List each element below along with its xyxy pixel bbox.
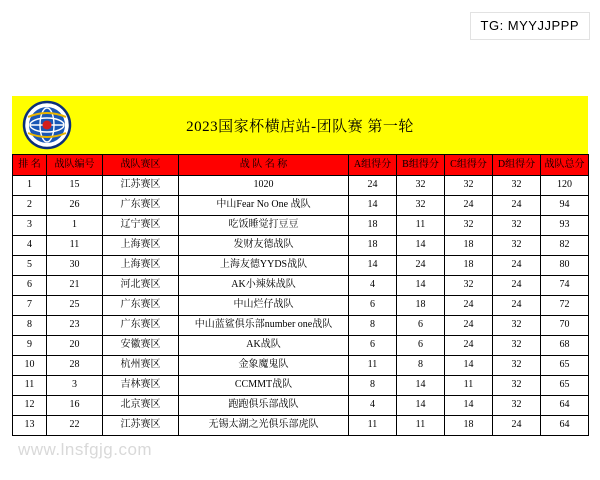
cell-team-name: AK战队 bbox=[179, 336, 349, 356]
cell-team-number: 23 bbox=[47, 316, 103, 336]
cell-total: 82 bbox=[541, 236, 589, 256]
cell-team-name: 吃饭睡觉打豆豆 bbox=[179, 216, 349, 236]
cell-team-number: 30 bbox=[47, 256, 103, 276]
col-group-b: B组得分 bbox=[397, 155, 445, 176]
cell-group-c: 18 bbox=[445, 236, 493, 256]
cell-group-b: 14 bbox=[397, 276, 445, 296]
cell-team-number: 22 bbox=[47, 416, 103, 436]
table-row bbox=[13, 356, 589, 376]
cell-zone: 杭州赛区 bbox=[103, 356, 179, 376]
cell-zone: 北京赛区 bbox=[103, 396, 179, 416]
col-group-d: D组得分 bbox=[493, 155, 541, 176]
cell-total: 93 bbox=[541, 216, 589, 236]
cell-team-number: 3 bbox=[47, 376, 103, 396]
col-rank: 排 名 bbox=[13, 155, 47, 176]
cell-team-number: 26 bbox=[47, 196, 103, 216]
cell-group-a: 8 bbox=[349, 376, 397, 396]
cell-team-number: 21 bbox=[47, 276, 103, 296]
cell-rank: 13 bbox=[13, 416, 47, 436]
cell-group-b: 14 bbox=[397, 376, 445, 396]
cell-group-a: 4 bbox=[349, 396, 397, 416]
cell-rank: 4 bbox=[13, 236, 47, 256]
standings-body bbox=[13, 176, 589, 436]
cell-group-b: 6 bbox=[397, 336, 445, 356]
table-header-row bbox=[13, 155, 589, 176]
cell-group-a: 14 bbox=[349, 256, 397, 276]
cell-group-c: 24 bbox=[445, 196, 493, 216]
cell-zone: 河北赛区 bbox=[103, 276, 179, 296]
table-row bbox=[13, 416, 589, 436]
cell-group-d: 32 bbox=[493, 236, 541, 256]
cell-group-d: 32 bbox=[493, 216, 541, 236]
table-row bbox=[13, 276, 589, 296]
sheet-title: 2023国家杯横店站-团队赛 第一轮 bbox=[186, 118, 414, 135]
cell-group-a: 11 bbox=[349, 416, 397, 436]
cell-group-d: 32 bbox=[493, 396, 541, 416]
cell-total: 64 bbox=[541, 396, 589, 416]
col-group-a: A组得分 bbox=[349, 155, 397, 176]
cell-rank: 6 bbox=[13, 276, 47, 296]
cell-group-c: 32 bbox=[445, 276, 493, 296]
cell-group-d: 24 bbox=[493, 276, 541, 296]
cell-group-c: 24 bbox=[445, 316, 493, 336]
cell-group-c: 14 bbox=[445, 356, 493, 376]
table-row bbox=[13, 216, 589, 236]
cell-total: 65 bbox=[541, 376, 589, 396]
cell-group-d: 32 bbox=[493, 336, 541, 356]
cell-zone: 江苏赛区 bbox=[103, 176, 179, 196]
cell-group-b: 18 bbox=[397, 296, 445, 316]
cell-total: 120 bbox=[541, 176, 589, 196]
cell-group-d: 32 bbox=[493, 316, 541, 336]
cell-zone: 安徽赛区 bbox=[103, 336, 179, 356]
cell-team-number: 28 bbox=[47, 356, 103, 376]
table-row bbox=[13, 236, 589, 256]
cell-total: 72 bbox=[541, 296, 589, 316]
cell-team-name: 中山烂仔战队 bbox=[179, 296, 349, 316]
cell-group-a: 24 bbox=[349, 176, 397, 196]
table-row bbox=[13, 316, 589, 336]
cell-group-a: 14 bbox=[349, 196, 397, 216]
cell-group-a: 6 bbox=[349, 296, 397, 316]
cell-group-d: 32 bbox=[493, 176, 541, 196]
cell-team-name: 中山蓝鲨俱乐部number one战队 bbox=[179, 316, 349, 336]
cell-group-b: 32 bbox=[397, 196, 445, 216]
cell-group-b: 24 bbox=[397, 256, 445, 276]
cell-total: 94 bbox=[541, 196, 589, 216]
cell-group-a: 8 bbox=[349, 316, 397, 336]
cell-group-b: 32 bbox=[397, 176, 445, 196]
col-zone: 战队赛区 bbox=[103, 155, 179, 176]
cell-group-a: 18 bbox=[349, 216, 397, 236]
cell-team-number: 16 bbox=[47, 396, 103, 416]
cell-total: 65 bbox=[541, 356, 589, 376]
cell-team-name: 金象魔鬼队 bbox=[179, 356, 349, 376]
table-row bbox=[13, 396, 589, 416]
cell-team-name: 无锡太湖之光俱乐部虎队 bbox=[179, 416, 349, 436]
cell-group-b: 11 bbox=[397, 216, 445, 236]
col-team-number: 战队编号 bbox=[47, 155, 103, 176]
cell-zone: 辽宁赛区 bbox=[103, 216, 179, 236]
cell-rank: 3 bbox=[13, 216, 47, 236]
cell-zone: 广东赛区 bbox=[103, 196, 179, 216]
cell-rank: 7 bbox=[13, 296, 47, 316]
cell-rank: 10 bbox=[13, 356, 47, 376]
federation-emblem-icon bbox=[22, 100, 72, 150]
table-row bbox=[13, 336, 589, 356]
cell-group-c: 18 bbox=[445, 416, 493, 436]
cell-team-name: 中山Fear No One 战队 bbox=[179, 196, 349, 216]
cell-group-a: 18 bbox=[349, 236, 397, 256]
cell-group-b: 14 bbox=[397, 396, 445, 416]
cell-group-c: 11 bbox=[445, 376, 493, 396]
cell-group-b: 6 bbox=[397, 316, 445, 336]
cell-total: 80 bbox=[541, 256, 589, 276]
standings-sheet bbox=[12, 96, 588, 436]
cell-group-b: 8 bbox=[397, 356, 445, 376]
cell-total: 64 bbox=[541, 416, 589, 436]
cell-rank: 11 bbox=[13, 376, 47, 396]
cell-rank: 2 bbox=[13, 196, 47, 216]
table-row bbox=[13, 376, 589, 396]
tg-watermark-badge: TG: MYYJJPPP bbox=[470, 12, 590, 40]
cell-group-d: 24 bbox=[493, 416, 541, 436]
cell-group-c: 14 bbox=[445, 396, 493, 416]
table-row bbox=[13, 296, 589, 316]
standings-table bbox=[12, 154, 589, 436]
cell-team-number: 11 bbox=[47, 236, 103, 256]
cell-team-name: AK小辣妹战队 bbox=[179, 276, 349, 296]
cell-rank: 8 bbox=[13, 316, 47, 336]
cell-rank: 5 bbox=[13, 256, 47, 276]
cell-zone: 上海赛区 bbox=[103, 256, 179, 276]
cell-group-b: 11 bbox=[397, 416, 445, 436]
site-watermark: www.lnsfgjg.com bbox=[18, 440, 153, 459]
cell-total: 74 bbox=[541, 276, 589, 296]
cell-zone: 上海赛区 bbox=[103, 236, 179, 256]
cell-group-a: 11 bbox=[349, 356, 397, 376]
table-row bbox=[13, 196, 589, 216]
cell-team-name: 上海友德YYDS战队 bbox=[179, 256, 349, 276]
cell-zone: 广东赛区 bbox=[103, 296, 179, 316]
cell-team-number: 1 bbox=[47, 216, 103, 236]
col-group-c: C组得分 bbox=[445, 155, 493, 176]
cell-group-c: 24 bbox=[445, 296, 493, 316]
cell-team-number: 20 bbox=[47, 336, 103, 356]
cell-group-d: 32 bbox=[493, 376, 541, 396]
cell-group-d: 32 bbox=[493, 356, 541, 376]
table-row bbox=[13, 176, 589, 196]
title-band bbox=[12, 96, 588, 154]
cell-group-c: 32 bbox=[445, 216, 493, 236]
col-team-name: 战 队 名 称 bbox=[179, 155, 349, 176]
cell-zone: 吉林赛区 bbox=[103, 376, 179, 396]
cell-total: 68 bbox=[541, 336, 589, 356]
cell-group-c: 32 bbox=[445, 176, 493, 196]
cell-team-name: 1020 bbox=[179, 176, 349, 196]
cell-group-a: 6 bbox=[349, 336, 397, 356]
cell-group-d: 24 bbox=[493, 296, 541, 316]
cell-group-c: 24 bbox=[445, 336, 493, 356]
cell-team-number: 25 bbox=[47, 296, 103, 316]
cell-team-number: 15 bbox=[47, 176, 103, 196]
cell-team-name: 跑跑俱乐部战队 bbox=[179, 396, 349, 416]
cell-total: 70 bbox=[541, 316, 589, 336]
cell-group-d: 24 bbox=[493, 196, 541, 216]
cell-team-name: CCMMT战队 bbox=[179, 376, 349, 396]
col-total: 战队总分 bbox=[541, 155, 589, 176]
cell-group-d: 24 bbox=[493, 256, 541, 276]
cell-rank: 1 bbox=[13, 176, 47, 196]
cell-team-name: 发财友德战队 bbox=[179, 236, 349, 256]
cell-group-b: 14 bbox=[397, 236, 445, 256]
cell-zone: 广东赛区 bbox=[103, 316, 179, 336]
cell-group-a: 4 bbox=[349, 276, 397, 296]
table-row bbox=[13, 256, 589, 276]
cell-rank: 9 bbox=[13, 336, 47, 356]
cell-zone: 江苏赛区 bbox=[103, 416, 179, 436]
cell-group-c: 18 bbox=[445, 256, 493, 276]
cell-rank: 12 bbox=[13, 396, 47, 416]
